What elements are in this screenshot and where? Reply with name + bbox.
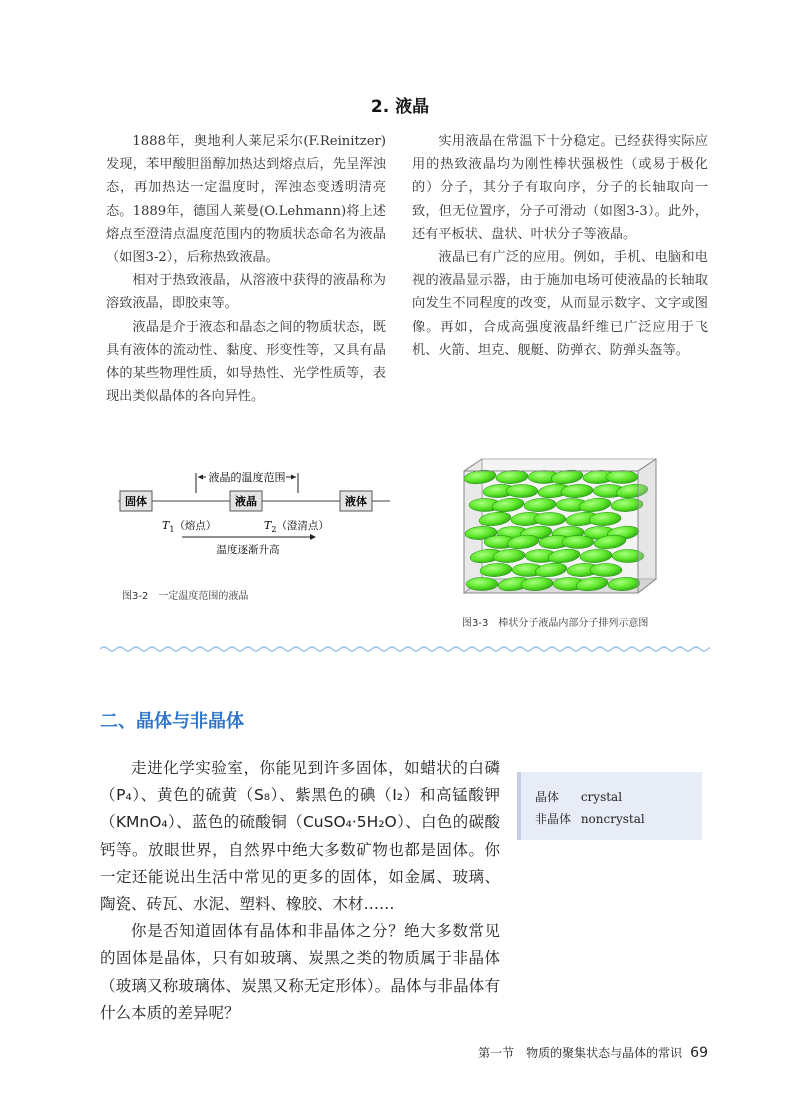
glossary-row xyxy=(535,808,702,830)
paragraph: 实用液晶在常温下十分稳定。已经获得实际应用的热致液晶均为刚性棒状强极性（或易于极化的）分子，其分子有取向序，分子的长轴取向一致，但无位置序，分子可滑动（如图3-3）。此外，还有平板状、盘状、叶状分子等液晶。 xyxy=(412,134,708,242)
section-title: 2. 液晶 xyxy=(370,97,430,117)
liquid-label: 液体 xyxy=(345,495,367,508)
paragraph: 1888年，奥地利人莱尼采尔(F.Reinitzer)发现，苯甲酸胆甾醇加热达到熔点后，先呈浑浊态，再加热达一定温度时，浑浊态变透明清亮态。1889年，德国人莱曼(O.Lehmann)将上述熔点至澄清点温度范围内的物质状态命名为液晶（如图3-2），后称热致液晶。 xyxy=(106,134,386,266)
glossary-en: crystal xyxy=(580,790,623,804)
glossary-zh: 非晶体 xyxy=(535,812,572,826)
main-text xyxy=(100,755,500,1027)
figure-3-2-diagram xyxy=(118,463,390,563)
rod-molecule xyxy=(562,536,594,549)
liquid-crystal-label: 液晶 xyxy=(235,495,257,508)
glossary-row xyxy=(535,786,702,808)
glossary-box xyxy=(517,772,702,840)
paragraph: 液晶已有广泛的应用。例如，手机、电脑和电视的液晶显示器，由于施加电场可使液晶的长轴取向发生不同程度的改变，从而显示数字、文字或图像。再如，合成高强度液晶纤维已广泛应用于飞机、火箭、坦克、舰艇、防弹衣、防弹头盔等。 xyxy=(412,250,708,358)
glossary-en: noncrystal xyxy=(580,812,645,826)
footer-text: 第一节 物质的聚集状态与晶体的常识 xyxy=(478,1046,683,1060)
right-column xyxy=(412,130,708,362)
rod-molecule xyxy=(606,471,638,484)
paragraph: 走进化学实验室，你能见到许多固体，如蜡状的白磷（P₄）、黄色的硫黄（S₈）、紫黑色的碘（I₂）和高锰酸钾（KMnO₄）、蓝色的硫酸铜（CuSO₄·5H₂O）、白色的碳酸钙等。放眼世界，自然界中绝大多数矿物也都是固体。你一定还能说出生活中常见的更多的固体，如金属、玻璃、陶瓷、砖瓦、水泥、塑料、橡胶、木材…… xyxy=(100,759,500,914)
left-column xyxy=(106,130,386,408)
figure-3-3-illustration xyxy=(460,455,665,597)
rod-molecule xyxy=(534,513,566,526)
rod-molecule xyxy=(506,485,538,498)
range-label: 液晶的温度范围 xyxy=(208,471,286,484)
t1-label: $T_1$（熔点） xyxy=(162,519,217,534)
wavy-divider xyxy=(100,644,710,654)
figure-3-3-caption: 图3-3 棒状分子液晶内部分子排列示意图 xyxy=(462,618,649,629)
paragraph: 你是否知道固体有晶体和非晶体之分？绝大多数常见的固体是晶体，只有如玻璃、炭黑之类的物质属于非晶体（玻璃又称玻璃体、炭黑又称无定形体）。晶体与非晶体有什么本质的差异呢？ xyxy=(100,922,500,1022)
section-heading: 二、晶体与非晶体 xyxy=(100,711,244,732)
solid-label: 固体 xyxy=(125,495,147,508)
paragraph: 相对于热致液晶，从溶液中获得的液晶称为溶致液晶，即胶束等。 xyxy=(106,273,386,312)
rod-molecule xyxy=(466,578,498,591)
page-number: 69 xyxy=(690,1045,708,1061)
axis-label: 温度逐渐升高 xyxy=(216,544,280,556)
paragraph: 液晶是介于液态和晶态之间的物质状态，既具有液体的流动性、黏度、形变性等，又具有晶体的某些物理性质，如导热性、光学性质等，表现出类似晶体的各向异性。 xyxy=(106,319,386,405)
figure-3-2-caption: 图3-2 一定温度范围的液晶 xyxy=(122,591,249,602)
glossary-zh: 晶体 xyxy=(535,790,560,804)
rod-molecule xyxy=(590,564,622,577)
t2-label: $T_2$（澄清点） xyxy=(264,519,329,534)
page-footer xyxy=(478,1044,708,1061)
